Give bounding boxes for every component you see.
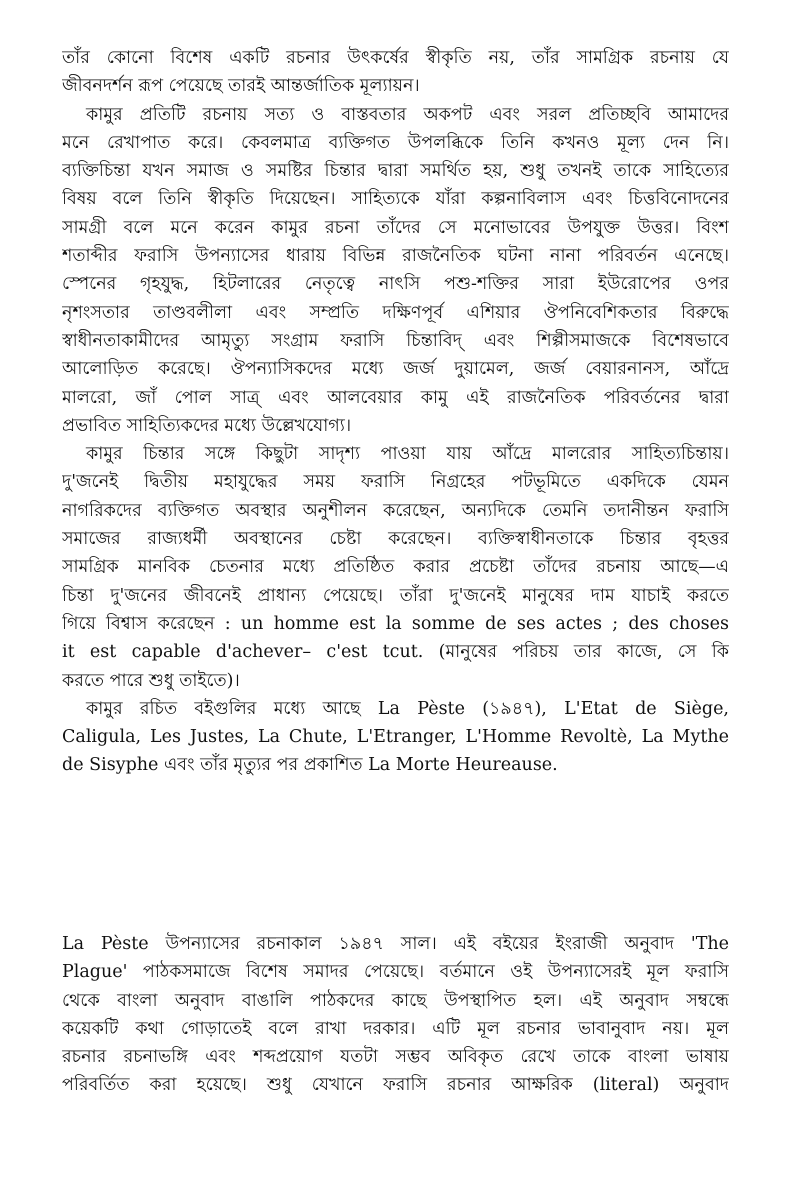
text-line: তাঁর কোনো বিশেষ একটি রচনার উৎকর্ষের স্বীকৃতি নয়, তাঁর সামগ্রিক রচনায় যে [62,48,729,68]
text-line: চিন্তা দু'জনের জীবনেই প্রাধান্য পেয়েছে। তাঁরা দু'জনেই মানুষের দাম যাচাই করতে [62,585,729,606]
text-line: সামগ্রী বলে মনে করেন কামুর রচনা তাঁদের সে মনোভাবের উপযুক্ত উত্তর। বিংশ [62,217,729,238]
text-line: ব্যক্তিচিন্তা যখন সমাজ ও সমষ্টির চিন্তার দ্বারা সমর্থিত হয়, শুধু তখনই তাকে সাহিত্যের [62,161,729,182]
text-line: কামুর চিন্তার সঙ্গে কিছুটা সাদৃশ্য পাওয়া যায় আঁদ্রে মালরোর সাহিত্যচিন্তায়। [86,444,729,465]
text-line: থেকে বাংলা অনুবাদ বাঙালি পাঠকদের কাছে উপস্থাপিত হল। এই অনুবাদ সম্বন্ধে [62,990,729,1011]
paragraph-continuation [62,44,729,101]
paragraph-kamu-works [62,101,729,441]
text-line: Caligula, Les Justes, La Chute, L'Etranger, L'Homme Revoltè, La Mythe [62,727,729,748]
text-line: স্বাধীনতাকামীদের আমৃত্যু সংগ্রাম ফরাসি চিন্তাবিদ্ এবং শিল্পীসমাজকে বিশেষভাবে [62,330,729,351]
text-line: de Sisyphe এবং তাঁর মৃত্যুর পর প্রকাশিত La Morte Heureause. [62,755,558,776]
text-line: La Pèste উপন্যাসের রচনাকাল ১৯৪৭ সাল। এই বইয়ের ইংরাজী অনুবাদ 'The [62,934,729,954]
text-line: it est capable d'achever– c'est tcut. (মানুষের পরিচয় তার কাজে, সে কি [62,642,729,663]
text-line: দু'জনেই দ্বিতীয় মহাযুদ্ধের সময় ফরাসি নিগ্রহের পটভূমিতে একদিকে যেমন [62,472,729,493]
text-line: আলোড়িত করেছে। ঔপন্যাসিকদের মধ্যে জর্জ দুয়ামেল, জর্জ বেয়ারনানস, আঁদ্রে [62,359,729,380]
text-line: সামগ্রিক মানবিক চেতনার মধ্যে প্রতিষ্ঠিত করার প্রচেষ্টা তাঁদের রচনায় আছে—এ [62,557,729,578]
text-line: সমাজের রাজ্যধর্মী অবস্থানের চেষ্টা করেছেন। ব্যক্তিস্বাধীনতাকে চিন্তার বৃহত্তর [62,529,729,550]
text-line: বিষয় বলে তিনি স্বীকৃতি দিয়েছেন। সাহিত্যকে যাঁরা কল্পনাবিলাস এবং চিত্তবিনোদনের [62,189,729,210]
text-line: নৃশংসতার তাণ্ডবলীলা এবং সম্প্রতি দক্ষিণপূর্ব এশিয়ার ঔপনিবেশিকতার বিরুদ্ধে [62,302,729,323]
text-line: রচনার রচনাভঙ্গি এবং শব্দপ্রয়োগ যতটা সম্ভব অবিকৃত রেখে তাকে বাংলা ভাষায় [62,1047,729,1068]
text-line: মনে রেখাপাত করে। কেবলমাত্র ব্যক্তিগত উপলব্ধিকে তিনি কখনও মূল্য দেন নি। [62,132,729,153]
paragraph-malraux-comparison [62,440,729,695]
text-block-bottom [62,930,729,1100]
text-line: প্রভাবিত সাহিত্যিকদের মধ্যে উল্লেখযোগ্য। [62,415,352,436]
text-line: কামুর প্রতিটি রচনায় সত্য ও বাস্তবতার অকপট এবং সরল প্রতিচ্ছবি আমাদের [86,104,729,125]
text-line: জীবনদর্শন রূপ পেয়েছে তারই আন্তর্জাতিক মূল্যায়ন। [62,76,420,97]
text-line: Plague' পাঠকসমাজে বিশেষ সমাদর পেয়েছে। বর্তমানে ওই উপন্যাসেরই মূল ফরাসি [62,962,729,983]
paragraph-book-list [62,695,729,780]
paragraph-la-peste-translation [62,930,729,1100]
text-line: করতে পারে শুধু তাইতে)। [62,670,240,691]
text-line: স্পেনের গৃহযুদ্ধ, হিটলারের নেতৃত্বে নাৎসি পশু-শক্তির সারা ইউরোপের ওপর [62,274,729,295]
text-line: কামুর রচিত বইগুলির মধ্যে আছে La Pèste (১৯৪৭), L'Etat de Siège, [86,698,729,719]
text-line: কয়েকটি কথা গোড়াতেই বলে রাখা দরকার। এটি মূল রচনার ভাবানুবাদ নয়। মূল [62,1018,729,1039]
text-line: নাগরিকদের ব্যক্তিগত অবস্থার অনুশীলন করেছেন, অন্যদিকে তেমনি তদানীন্তন ফরাসি [62,500,729,521]
text-block-top [62,44,729,780]
text-line: গিয়ে বিশ্বাস করেছেন : un homme est la somme de ses actes ; des choses [62,613,729,634]
text-line: শতাব্দীর ফরাসি উপন্যাসের ধারায় বিভিন্ন রাজনৈতিক ঘটনা নানা পরিবর্তন এনেছে। [62,246,729,267]
text-line: মালরো, জাঁ পোল সাত্র্ এবং আলবেয়ার কামু এই রাজনৈতিক পরিবর্তনের দ্বারা [62,387,729,408]
text-line: পরিবর্তিত করা হয়েছে। শুধু যেখানে ফরাসি রচনার আক্ষরিক (literal) অনুবাদ [62,1075,729,1096]
